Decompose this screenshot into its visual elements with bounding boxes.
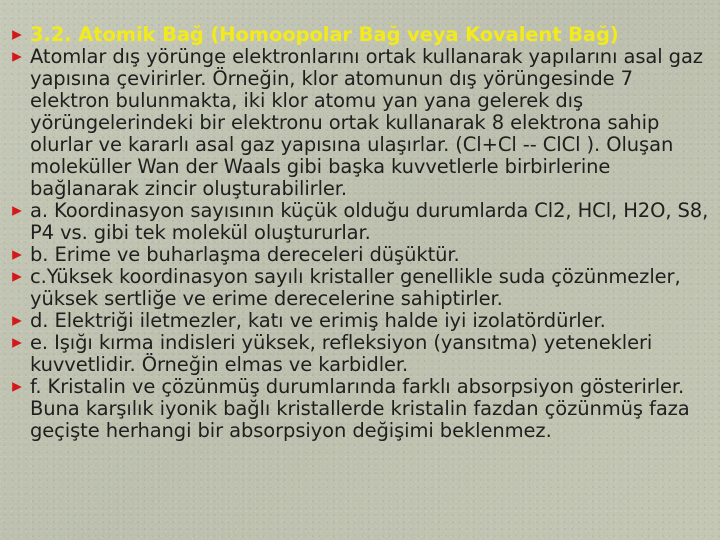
bullet-list (8, 24, 714, 442)
bullet-item-a (8, 200, 714, 244)
bullet-text: d. Elektriği iletmezler, katı ve erimiş halde iyi izolatördürler. (30, 309, 606, 332)
slide-title-item (8, 24, 714, 46)
bullet-text: Atomlar dış yörünge elektronlarını ortak kullanarak yapılarını asal gaz yapısına çevirirler. Örneğin, klor atomunun dış yörüngesinde 7 elektron bulunmakta, iki klor atomu yan yana gelerek dış yörüngelerindeki bir elektronu ortak kullanarak 8 elektrona sahip olurlar ve kararlı asal gaz yapısına ulaşırlar. (Cl+Cl -- ClCl ). Oluşan moleküller Wan der Waals gibi başka kuvvetlerle birbirlerine bağlanarak zincir oluşturabilirler. (30, 45, 703, 200)
bullet-item-b (8, 244, 714, 266)
bullet-arrow-icon (8, 26, 26, 44)
bullet-arrow-icon (8, 48, 26, 66)
bullet-arrow-icon (8, 202, 26, 220)
bullet-text: a. Koordinasyon sayısının küçük olduğu durumlarda Cl2, HCl, H2O, S8, P4 vs. gibi tek molekül oluştururlar. (30, 199, 709, 244)
bullet-item-f (8, 376, 714, 442)
bullet-arrow-icon (8, 246, 26, 264)
bullet-item-e (8, 332, 714, 376)
bullet-text: e. Işığı kırma indisleri yüksek, refleksiyon (yansıtma) yetenekleri kuvvetlidir. Örneğin elmas ve karbidler. (30, 331, 653, 376)
bullet-arrow-icon (8, 268, 26, 286)
bullet-arrow-icon (8, 378, 26, 396)
bullet-arrow-icon (8, 334, 26, 352)
bullet-item-d (8, 310, 714, 332)
slide-title: 3.2. Atomik Bağ (Homoopolar Bağ veya Kovalent Bağ) (30, 23, 619, 46)
bullet-item-covalent-intro (8, 46, 714, 200)
bullet-text: b. Erime ve buharlaşma dereceleri düşüktür. (30, 243, 460, 266)
bullet-arrow-icon (8, 312, 26, 330)
bullet-text: c.Yüksek koordinasyon sayılı kristaller genellikle suda çözünmezler, yüksek sertliğe ve erime derecelerine sahiptirler. (30, 265, 681, 310)
bullet-item-c (8, 266, 714, 310)
bullet-text: f. Kristalin ve çözünmüş durumlarında farklı absorpsiyon gösterirler. Buna karşılık iyonik bağlı kristallerde kristalin fazdan çözünmüş faza geçişte herhangi bir absorpsiyon değişimi beklenmez. (30, 375, 690, 442)
